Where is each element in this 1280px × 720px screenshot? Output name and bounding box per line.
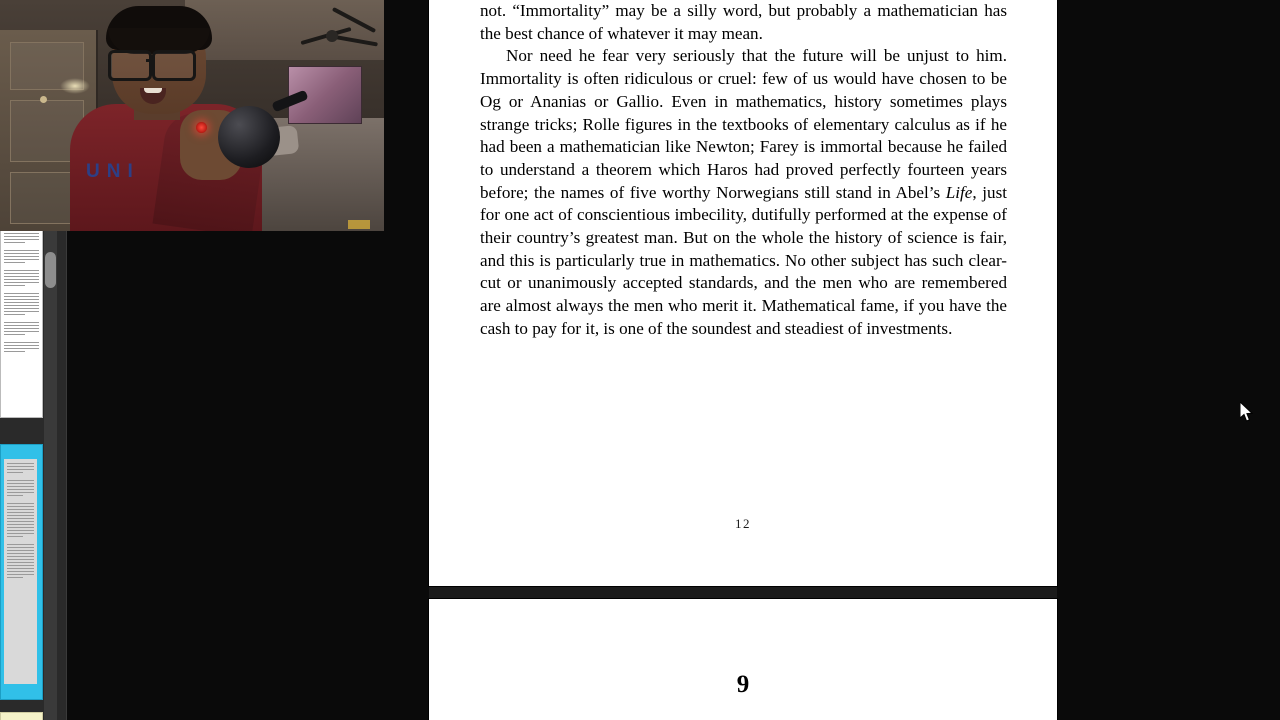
ceiling-fan-icon	[300, 12, 384, 60]
paragraph-continuation: not. “Immortality” may be a silly word, but probably a mathematician has the best chance of whatever it may mean.	[480, 1, 1007, 43]
thumbnail-page-surface	[4, 459, 37, 684]
eyeglasses-bridge	[146, 59, 154, 62]
mouse-cursor-icon	[1240, 402, 1254, 423]
eyeglasses-right-lens	[152, 50, 196, 81]
person-hair	[106, 6, 212, 50]
pdf-page-next[interactable]	[429, 599, 1057, 720]
thumbnail-text-lines	[4, 459, 37, 584]
viewer-top-gutter	[384, 0, 429, 228]
red-light-indicator	[196, 122, 207, 133]
sidebar-scrollbar-thumb[interactable]	[45, 252, 56, 288]
page-folio-number: 12	[735, 516, 751, 531]
thumbnail-page-11[interactable]	[0, 228, 43, 418]
thumbnail-text-lines	[1, 229, 42, 358]
thumbnail-page-12[interactable]	[0, 444, 43, 700]
chapter-number: 9	[736, 671, 750, 698]
shirt-text: UNI	[86, 161, 140, 182]
page-column	[429, 0, 1057, 720]
viewer-left-gutter	[66, 228, 429, 720]
eyeglasses-left-lens	[108, 50, 152, 81]
italic-title: Life	[945, 182, 973, 202]
paragraph-immortality: Nor need he fear very seriously that the future will be unjust to him. Immortality is often ridiculous or cruel: few of us would have chosen to be Og or Ananias or Gallio. Even in mathematics, history sometimes plays strange tricks; Rolle figures in the textbooks of elementary calculus as if he had been a mathematician like Newton; Farey is immortal because he failed to understand a theorem which Haros had proved perfectly fourteen years before; the names of five worthy Norwegians still stand in Abel’s Life, just for one act of conscientious imbecility, dutifully performed at the expense of their country’s greatest man. But on the whole the history of science is fair, and this is particularly true in mathematics. No other subject has such clear-cut or unanimously accepted standards, and the men who are remembered are almost always the men who merit it. Mathematical fame, if you have the cash to pay for it, is one of the soundest and steadiest of investments.	[480, 46, 1008, 338]
sidebar-scrollbar-track[interactable]	[44, 228, 57, 720]
handheld-device	[218, 106, 280, 168]
viewer-right-gutter	[1057, 0, 1280, 720]
pdf-page-current[interactable]	[429, 0, 1057, 586]
thumbnail-page-13[interactable]	[0, 712, 43, 720]
webcam-overlay[interactable]	[0, 0, 384, 231]
webcam-corner-badge	[348, 220, 370, 229]
page-body-text	[480, 0, 1007, 341]
